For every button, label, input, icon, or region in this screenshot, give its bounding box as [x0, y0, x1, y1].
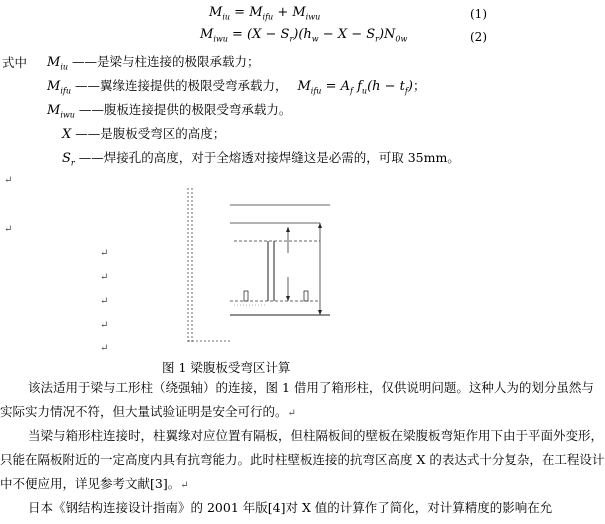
- definition-x: X ——是腹板受弯区的高度；: [62, 126, 226, 142]
- definition-text: ——是腹板受弯区的高度；: [75, 126, 226, 141]
- body-paragraph-3: 日本《钢结构连接设计指南》的 2001 年版[4]对 X 值的计算作了简化，对计算精度的影响在允: [28, 500, 553, 515]
- paragraph-mark: ↵: [100, 272, 109, 283]
- paragraph-mark: ↵: [100, 320, 109, 331]
- equation-2: $M_{iwu} = (X - S_r)(h_w - X - S_r)N_{0w}$: [200, 27, 408, 44]
- definition-text: ——是梁与柱连接的极限承载力；: [72, 54, 260, 69]
- paragraph-mark: ↵: [100, 343, 109, 354]
- paragraph-mark: ↵: [4, 224, 13, 235]
- equation-1-number: (1): [470, 7, 487, 21]
- paragraph-mark: ↵: [4, 175, 13, 186]
- paragraph-mark: ↵: [100, 248, 109, 259]
- equation-1: $M_{iu} = M_{ifu} + M_{iwu}$: [209, 5, 321, 22]
- paragraph-mark: ↵: [100, 296, 109, 307]
- definition-m-iwu: $M_{iwu}$ ——腹板连接提供的极限受弯承载力。: [47, 102, 292, 120]
- definition-text: ——焊接孔的高度，对于全熔透对接焊缝这是必需的，可取 35mm。: [78, 150, 460, 165]
- definition-s-r: $S_r$ ——焊接孔的高度，对于全熔透对接焊缝这是必需的，可取 35mm。: [62, 150, 460, 168]
- definition-m-ifu: $M_{ifu}$ ——翼缘连接提供的极限受弯承载力， $M_{ifu} = A_f$ $f_u(h - t_f)$；: [47, 78, 426, 96]
- where-label: 式中: [2, 55, 28, 70]
- figure-caption: 图 1 梁腹板受弯区计算: [162, 360, 291, 375]
- definition-text: ——翼缘连接提供的极限受弯承载力，: [74, 78, 288, 93]
- body-paragraph-2: 当梁与箱形柱连接时，柱翼缘对应位置有隔板，但柱隔板间的壁板在梁腹板弯矩作用下由于平面外变形，只能在隔板附近的一定高度内具有抗弯能力。此时柱壁板连接的抗弯区高度 X 的表达式十分复杂，在工程设计中不便应用，详见参考文献[3]。↵: [0, 428, 605, 491]
- equation-2-number: (2): [470, 30, 487, 44]
- definition-m-iu: $M_{iu}$ ——是梁与柱连接的极限承载力；: [47, 54, 260, 72]
- body-paragraph-1: 该法适用于梁与工形柱（绕强轴）的连接，图 1 借用了箱形柱，仅供说明问题。这种人为的划分虽然与实际实力情况不符，但大量试验证明是安全可行的。↵: [0, 380, 594, 419]
- figure-beam-web-diagram: [170, 183, 340, 348]
- definition-text: ——腹板连接提供的极限受弯承载力。: [78, 102, 292, 117]
